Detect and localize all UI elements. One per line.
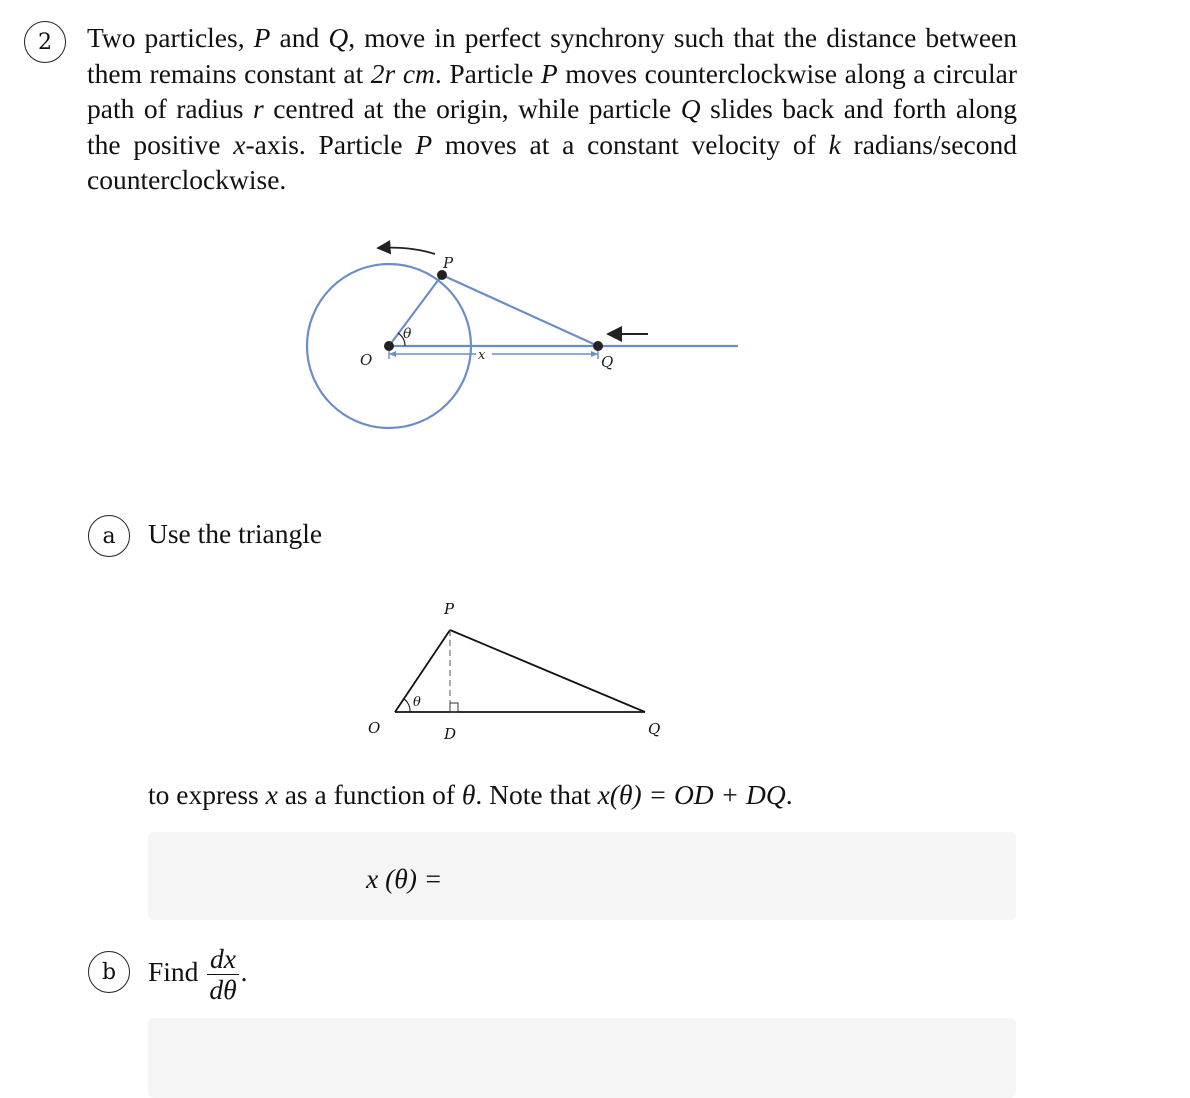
- stem-var-x: x: [233, 128, 246, 160]
- part-a-badge: [88, 515, 130, 557]
- theta-label: θ: [413, 695, 421, 710]
- stem-text: moves counterclockwise along a circular path of radius: [87, 57, 1018, 124]
- stem-text: . Particle: [434, 57, 541, 89]
- instruction-var-theta: θ: [461, 779, 476, 810]
- segment-pq: [450, 630, 645, 712]
- stem-text: -axis. Particle: [245, 128, 416, 160]
- part-a-letter: a: [102, 523, 116, 549]
- question-number: 2: [38, 29, 52, 55]
- label-o: O: [368, 719, 381, 737]
- circle-diagram: [290, 228, 760, 450]
- part-b-suffix: .: [240, 956, 248, 987]
- label-p: P: [444, 600, 455, 618]
- stem-text: moves at a constant velocity of: [432, 128, 829, 160]
- x-dimension-arrow-left: [389, 351, 396, 357]
- theta-arc: [404, 699, 410, 712]
- stem-text: slides back and forth along the positive: [87, 93, 1017, 160]
- fraction-denominator: dθ: [209, 974, 237, 1006]
- part-a-intro: Use the triangle: [148, 518, 323, 549]
- part-b-prefix: Find: [148, 956, 199, 987]
- segment-op: [389, 275, 442, 346]
- stem-text: centred at the origin, while particle: [263, 93, 681, 124]
- label-q: Q: [648, 720, 661, 738]
- theta-label: θ: [403, 326, 412, 342]
- stem-text: radians/second counterclockwise.: [87, 128, 1017, 195]
- instruction-text: as a function of: [277, 779, 462, 810]
- stem-var-p: P: [540, 57, 558, 89]
- question-number-badge: [24, 21, 66, 63]
- stem-text: , move in perfect synchrony such that the distance between them remains constant at: [87, 22, 1017, 89]
- stem-text: and: [270, 22, 329, 53]
- label-d: D: [444, 725, 457, 743]
- fraction-numerator: dx: [207, 944, 238, 975]
- x-dimension-arrow-right: [591, 351, 598, 357]
- stem-var-k: k: [828, 128, 841, 160]
- stem-var-p: P: [415, 128, 433, 160]
- instruction-text: to express: [148, 779, 266, 810]
- x-label: x: [478, 348, 486, 363]
- part-b-answer-box[interactable]: [148, 1018, 1016, 1098]
- stem-var-q: Q: [328, 22, 349, 53]
- segment-pq: [442, 275, 598, 346]
- part-b-prompt: [148, 937, 247, 1007]
- part-a-instruction: [148, 779, 793, 811]
- stem-var-p: P: [253, 22, 271, 53]
- part-b-badge: [88, 951, 130, 993]
- derivative-fraction: [207, 944, 238, 1005]
- instruction-text: .: [785, 779, 793, 810]
- part-b-letter: b: [101, 959, 117, 985]
- stem-var-q: Q: [680, 93, 701, 124]
- point-q: [593, 341, 603, 351]
- part-a-answer-label: x (θ) =: [366, 863, 443, 894]
- instruction-equation: x(θ) = OD + DQ: [597, 779, 786, 810]
- stem-text: Two particles,: [87, 22, 254, 53]
- p-motion-arrow: [378, 248, 435, 254]
- segment-op: [395, 630, 450, 712]
- label-p: P: [443, 254, 454, 272]
- instruction-text: . Note that: [475, 779, 598, 810]
- question-stem: [87, 20, 1017, 198]
- stem-var-r: r: [253, 93, 264, 124]
- part-a-answer-box[interactable]: [148, 832, 1016, 920]
- label-q: Q: [601, 353, 614, 371]
- stem-distance: 2r cm: [370, 57, 435, 89]
- right-angle-marker: [450, 703, 458, 712]
- triangle-diagram: [360, 595, 680, 745]
- instruction-var-x: x: [265, 779, 278, 810]
- point-o: [384, 341, 394, 351]
- label-o: O: [360, 351, 373, 369]
